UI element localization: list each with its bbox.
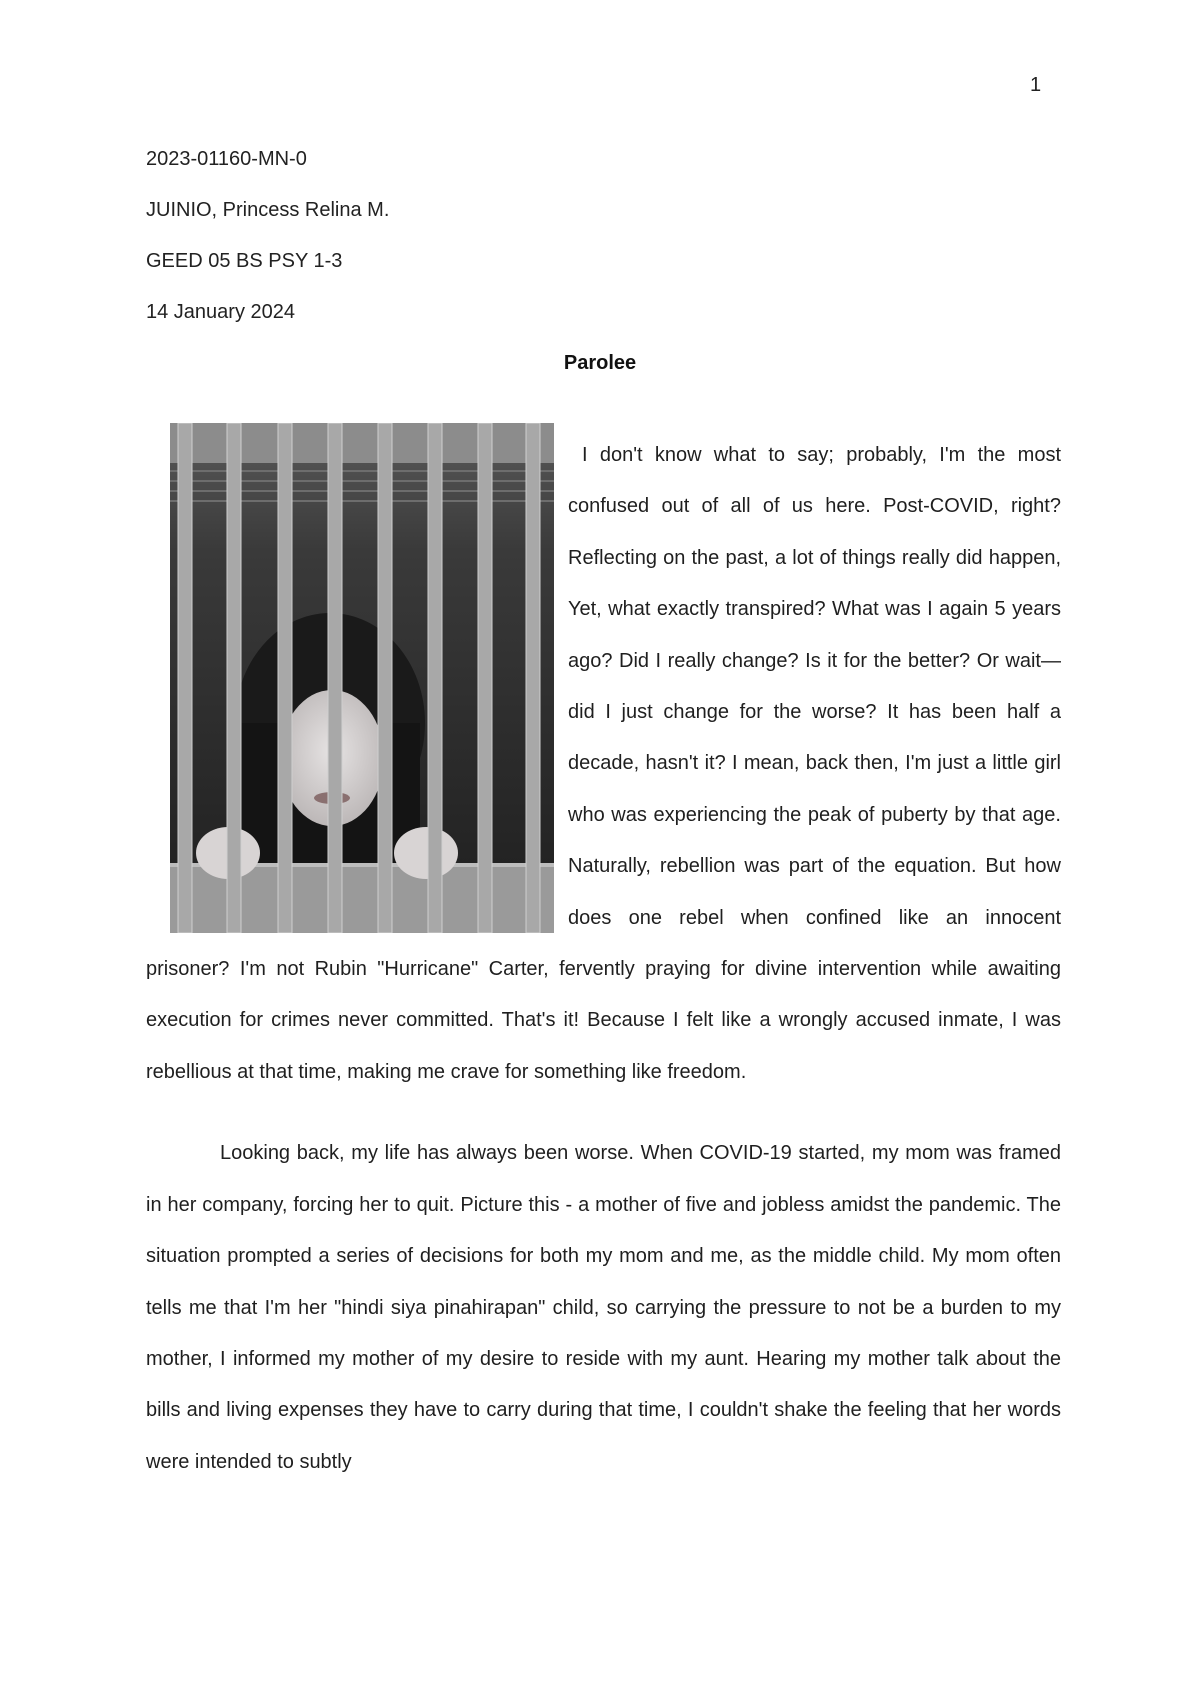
document-date: 14 January 2024	[146, 301, 296, 323]
paragraph-2: Looking back, my life has always been worse. When COVID-19 started, my mom was framed in her company, forcing her to quit. Picture this - a mother of five and jobless amidst the pandemic. The situation prompted a series of decisions for both my mom and me, as the middle child. My mom often tells me that I'm her "hindi siya pinahirapan" child, so carrying the pressure to not be a burden to my mother, I informed my mother of my desire to reside with my aunt. Hearing my mother talk about the bills and living expenses they have to carry during that time, I couldn't shake the feeling that her words were intended to subtly	[146, 1142, 1061, 1473]
course-section: GEED 05 BS PSY 1-3	[146, 250, 343, 272]
essay-title: Parolee	[563, 352, 637, 374]
page-number: 1	[1030, 74, 1042, 96]
essay-body	[146, 430, 1061, 1488]
paragraph-1: I don't know what to say; probably, I'm the most confused out of all of us here. Post-COVID, right? Reflecting on the past, a lot of things really did happen, Yet, what exactly transpired? What was I again 5 years ago? Did I really change? Is it for the better? Or wait—did I just change for the worse? It has been half a decade, hasn't it? I mean, back then, I'm just a little girl who was experiencing the peak of puberty by that age. Naturally, rebellion was part of the equation. But how does one rebel when confined like an innocent prisoner? I'm not Rubin "Hurricane" Carter, fervently praying for divine intervention while awaiting execution for crimes never committed. That's it! Because I felt like a wrongly accused inmate, I was rebellious at that time, making me crave for something like freedom.	[146, 444, 1061, 1083]
image-float-spacer	[146, 430, 568, 910]
student-id: 2023-01160-MN-0	[146, 148, 307, 170]
student-name: JUINIO, Princess Relina M.	[146, 199, 390, 221]
